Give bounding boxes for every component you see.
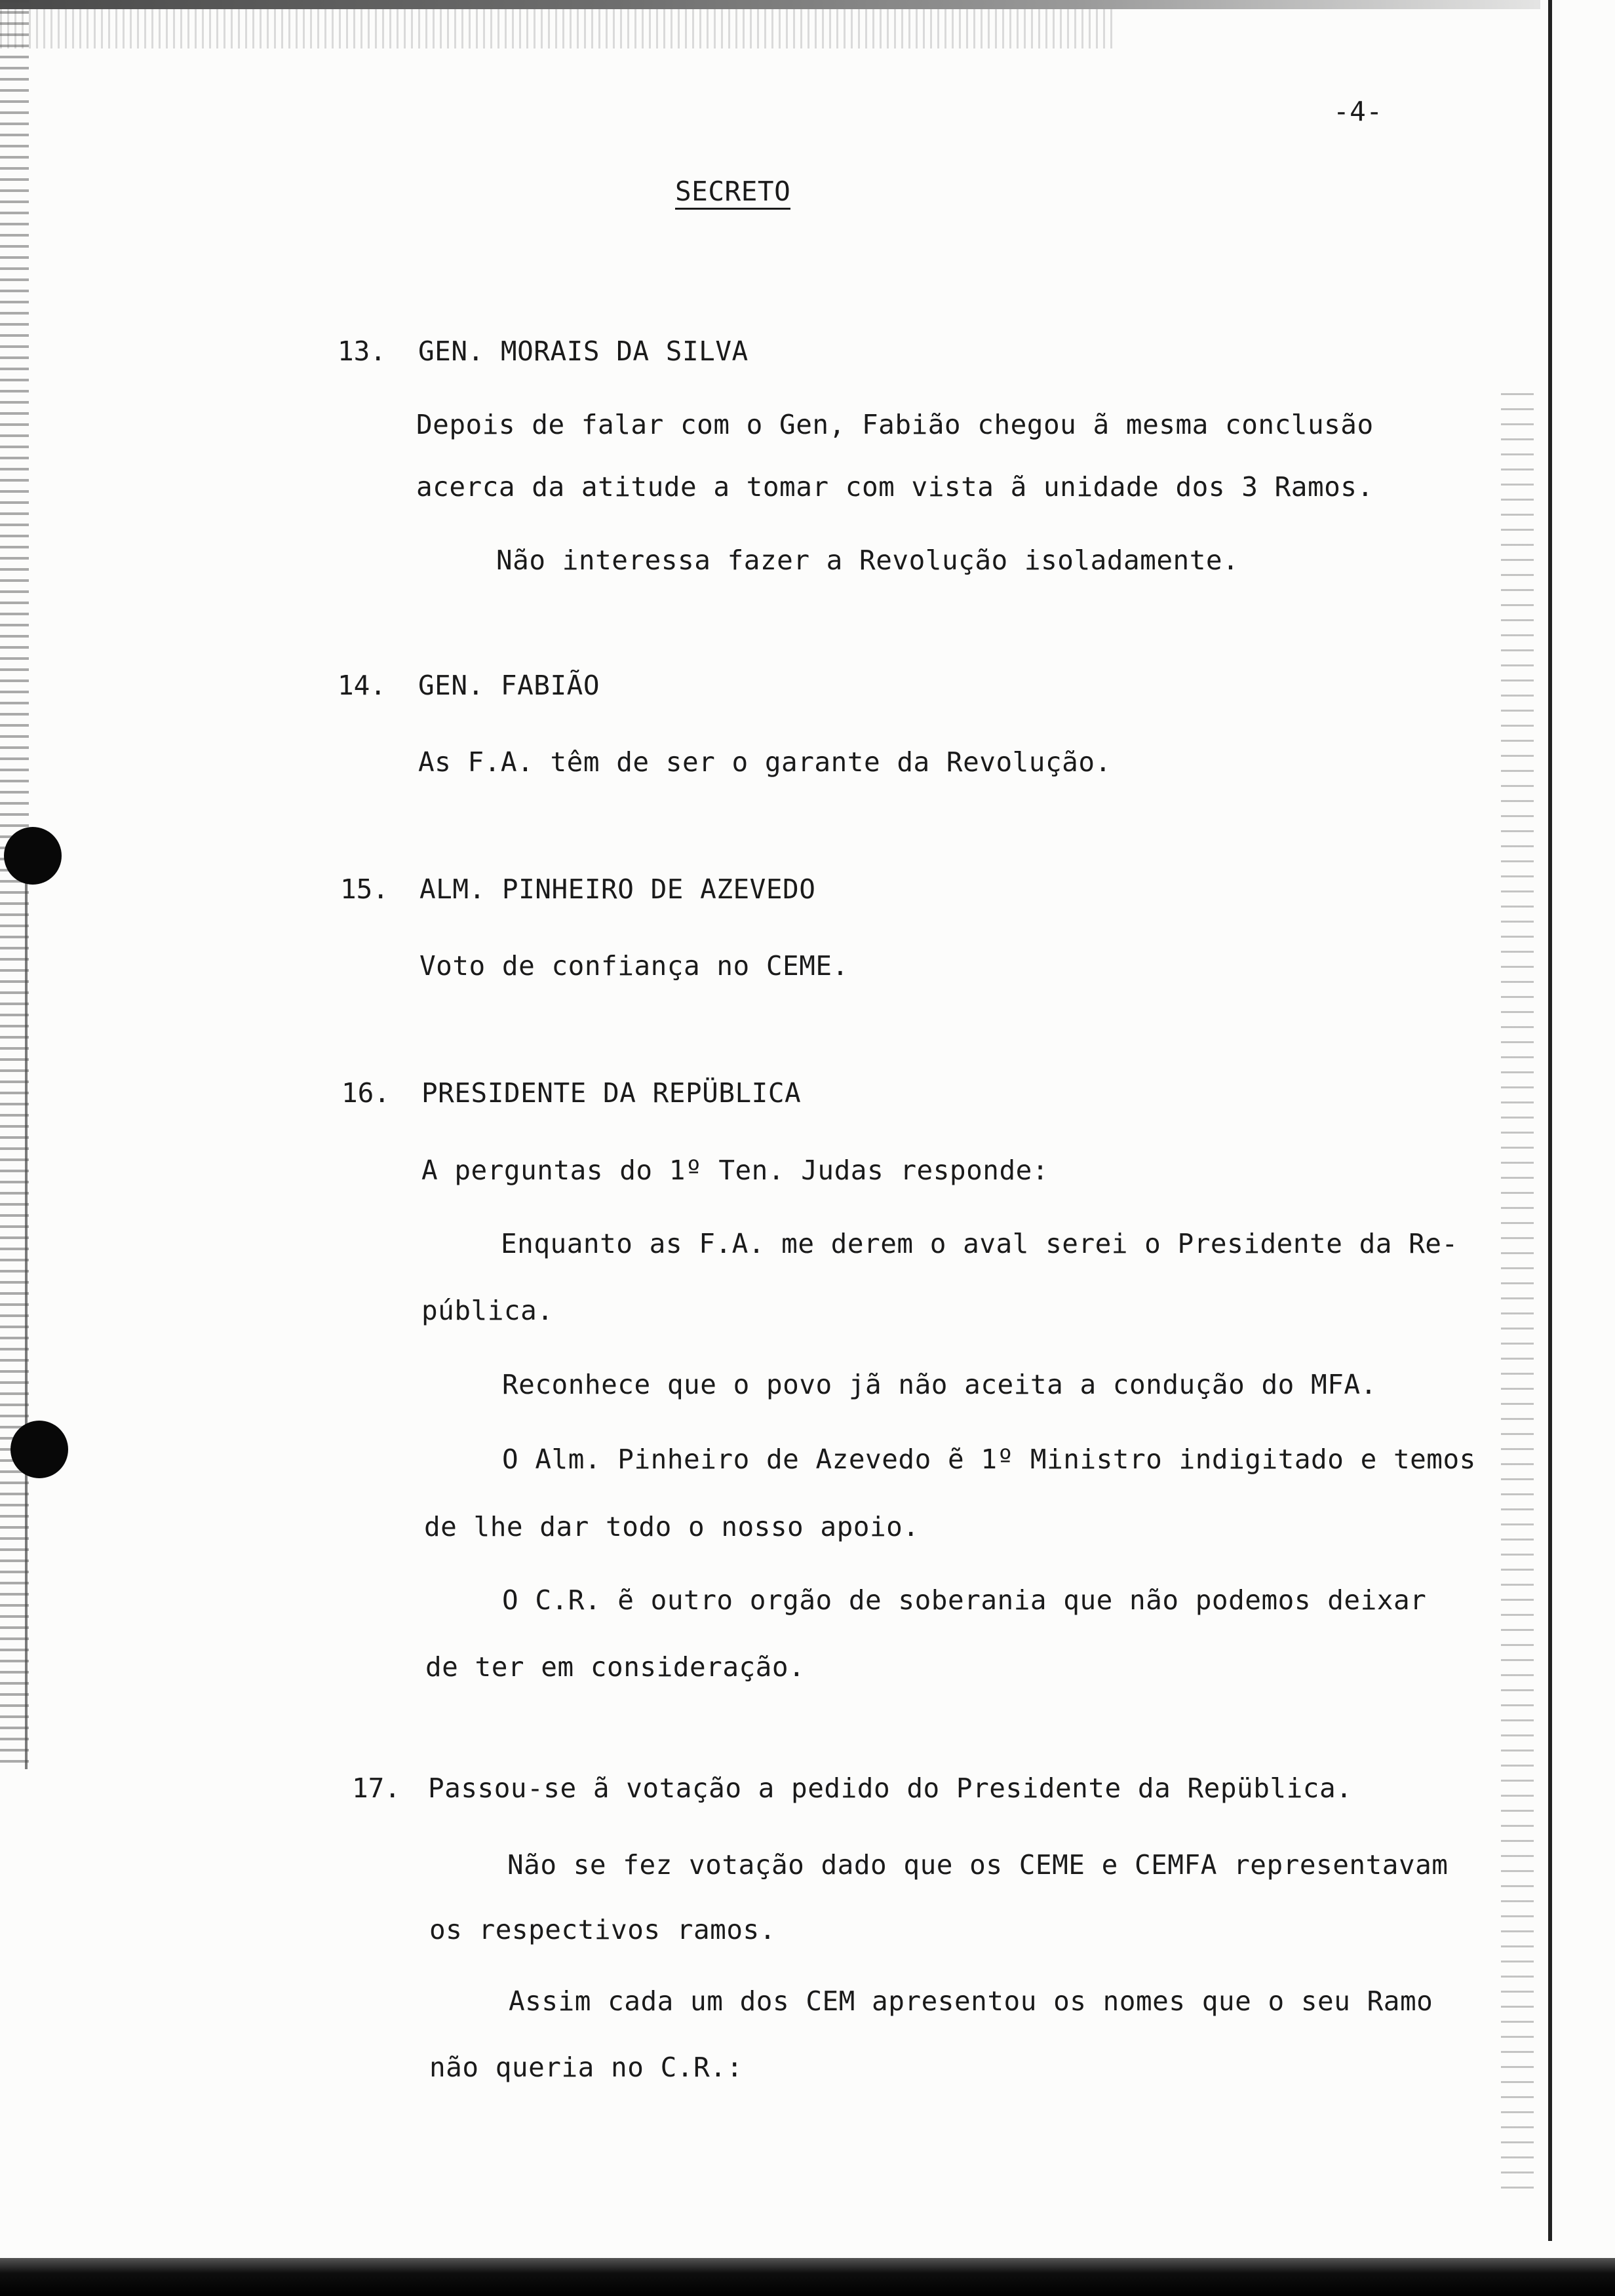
item-title: ALM. PINHEIRO DE AZEVEDO [419,873,816,905]
paragraph-line: Não interessa fazer a Revolução isoladamente. [496,545,1239,576]
item-number: 14. [338,670,387,701]
scan-edge-top [0,0,1540,9]
paragraph-line: de ter em consideração. [425,1651,806,1683]
item-title: GEN. FABIÃO [418,670,600,701]
paragraph-line: acerca da atitude a tomar com vista ã unidade dos 3 Ramos. [416,471,1374,503]
scan-line-left [25,852,28,1769]
paragraph-line: não queria no C.R.: [429,2052,743,2083]
paragraph-line: Não se fez votação dado que os CEME e CEMFA representavam [507,1849,1449,1881]
item-number: 13. [338,335,387,367]
paragraph-line: Reconhece que o povo jã não aceita a condução do MFA. [502,1369,1377,1400]
item-title: PRESIDENTE DA REPÜBLICA [421,1077,802,1109]
scan-line-right [1548,0,1552,2241]
paragraph-line: os respectivos ramos. [429,1914,776,1945]
scan-noise-top [0,9,1114,48]
item-title: GEN. MORAIS DA SILVA [418,335,749,367]
paragraph-line: Depois de falar com o Gen, Fabião chegou ã mesma conclusão [416,409,1374,440]
page-number: -4- [1333,96,1383,127]
paragraph-line: A perguntas do 1º Ten. Judas responde: [421,1155,1049,1186]
classification-heading: SECRETO [675,178,790,210]
paragraph-line: Assim cada um dos CEM apresentou os nomes que o seu Ramo [509,1985,1433,2017]
paragraph-line: As F.A. têm de ser o garante da Revolução. [418,746,1112,778]
scan-edge-bottom [0,2258,1615,2296]
item-number: 17. [352,1772,401,1804]
scan-noise-right [1501,393,1534,2195]
paragraph-line: pública. [421,1295,554,1326]
punch-hole [4,827,62,885]
item-title: Passou-se ã votação a pedido do Presidente da Repüblica. [428,1772,1353,1804]
paragraph-line: O C.R. ẽ outro orgão de soberania que não podemos deixar [502,1584,1427,1616]
punch-hole [10,1421,68,1478]
paragraph-line: de lhe dar todo o nosso apoio. [424,1511,920,1542]
item-number: 16. [341,1077,391,1109]
item-number: 15. [340,873,389,905]
paragraph-line: Voto de confiança no CEME. [419,950,849,982]
paragraph-line: Enquanto as F.A. me derem o aval serei o Presidente da Re- [501,1228,1458,1259]
paragraph-line: O Alm. Pinheiro de Azevedo ẽ 1º Ministro indigitado e temos [502,1444,1476,1475]
